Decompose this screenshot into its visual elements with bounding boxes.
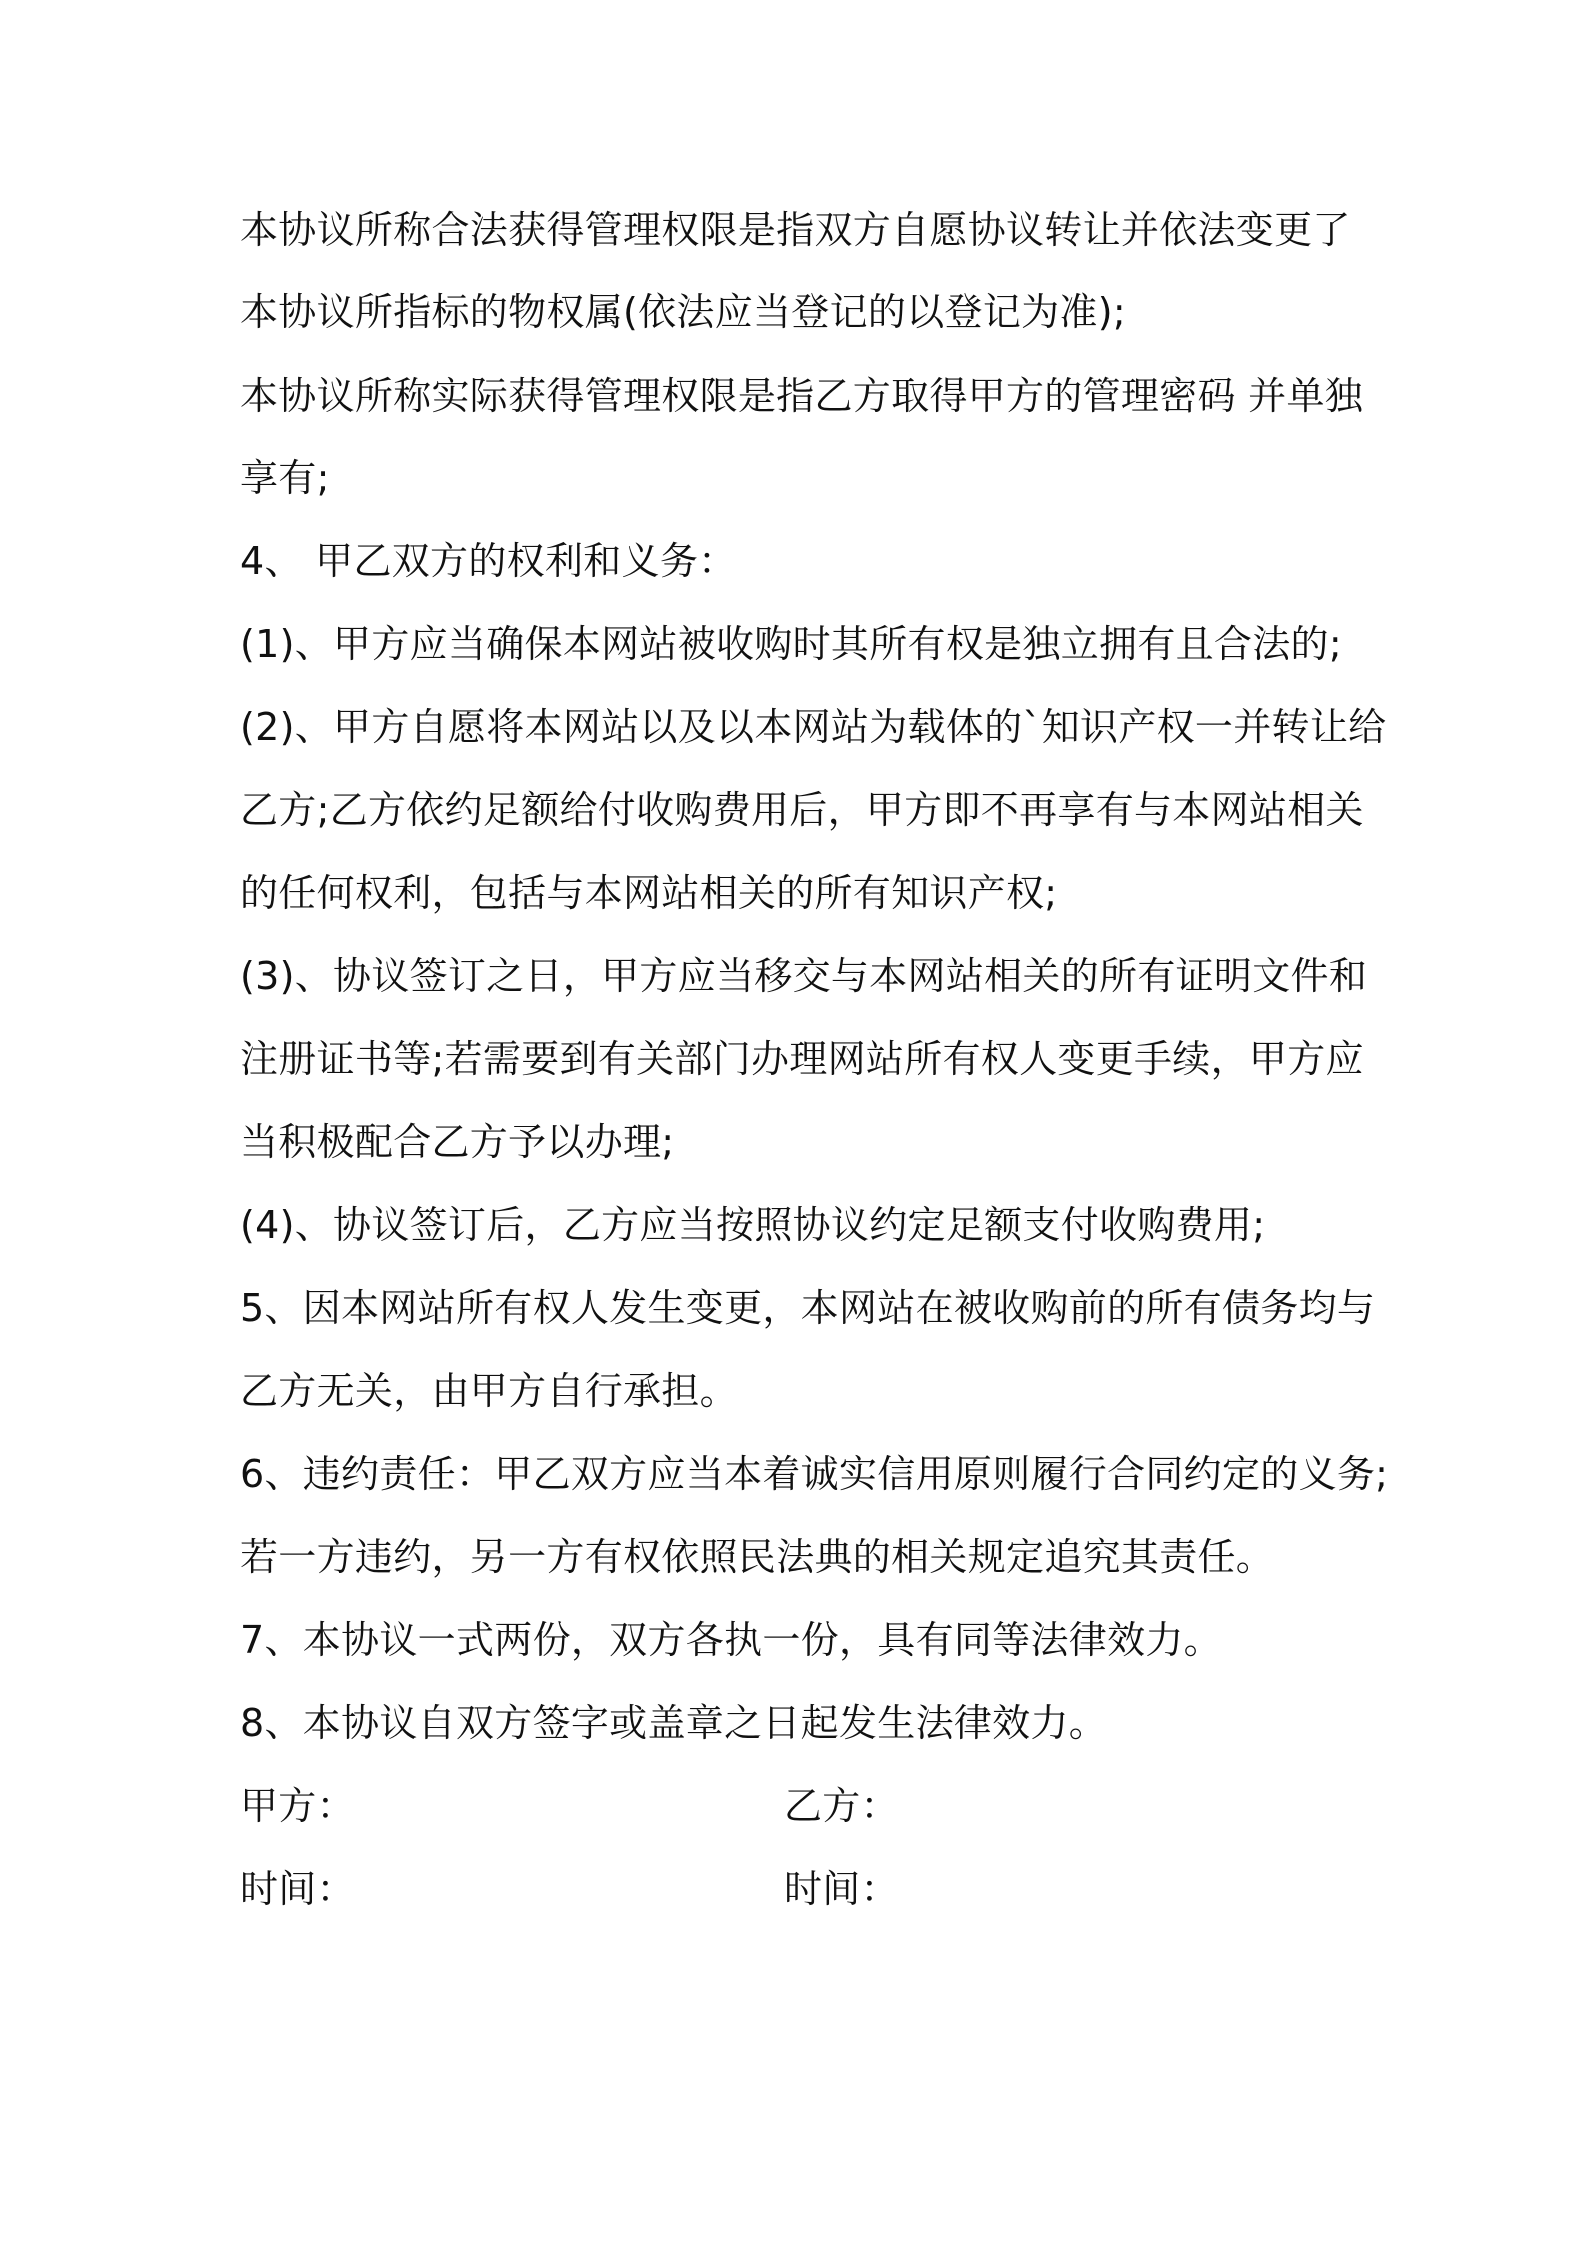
- text-line: 本协议所指标的物权属(依法应当登记的以登记为准);: [240, 290, 1126, 334]
- text-line: (2)、甲方自愿将本网站以及以本网站为载体的`知识产权一并转让给: [240, 705, 1387, 749]
- text-line: 享有;: [240, 456, 330, 500]
- section-heading: 4、 甲乙双方的权利和义务：: [240, 539, 737, 583]
- party-a-label: 甲方：: [240, 1784, 355, 1828]
- time-a-label: 时间：: [240, 1867, 355, 1911]
- text-line: 本协议所称合法获得管理权限是指双方自愿协议转让并依法变更了: [240, 208, 1351, 252]
- text-line: 7、本协议一式两份，双方各执一份，具有同等法律效力。: [240, 1618, 1222, 1662]
- text-line: 乙方;乙方依约足额给付收购费用后，甲方即不再享有与本网站相关: [240, 788, 1364, 832]
- text-line: 的任何权利，包括与本网站相关的所有知识产权;: [240, 871, 1058, 915]
- text-line: 8、本协议自双方签字或盖章之日起发生法律效力。: [240, 1701, 1108, 1745]
- text-line: 当积极配合乙方予以办理;: [240, 1120, 675, 1164]
- text-line: (4)、协议签订后，乙方应当按照协议约定足额支付收购费用;: [240, 1203, 1266, 1247]
- text-line: (1)、甲方应当确保本网站被收购时其所有权是独立拥有且合法的;: [240, 622, 1342, 666]
- party-b-label: 乙方：: [784, 1784, 899, 1828]
- text-line: 本协议所称实际获得管理权限是指乙方取得甲方的管理密码 并单独: [240, 374, 1364, 418]
- text-line: 注册证书等;若需要到有关部门办理网站所有权人变更手续，甲方应: [240, 1037, 1364, 1081]
- time-b-label: 时间：: [784, 1867, 899, 1911]
- text-line: 若一方违约，另一方有权依照民法典的相关规定追究其责任。: [240, 1535, 1275, 1579]
- text-line: 6、违约责任：甲乙双方应当本着诚实信用原则履行合同约定的义务;: [240, 1452, 1389, 1496]
- text-line: (3)、协议签订之日，甲方应当移交与本网站相关的所有证明文件和: [240, 954, 1368, 998]
- text-line: 5、因本网站所有权人发生变更，本网站在被收购前的所有债务均与: [240, 1286, 1376, 1330]
- text-line: 乙方无关，由甲方自行承担。: [240, 1369, 738, 1413]
